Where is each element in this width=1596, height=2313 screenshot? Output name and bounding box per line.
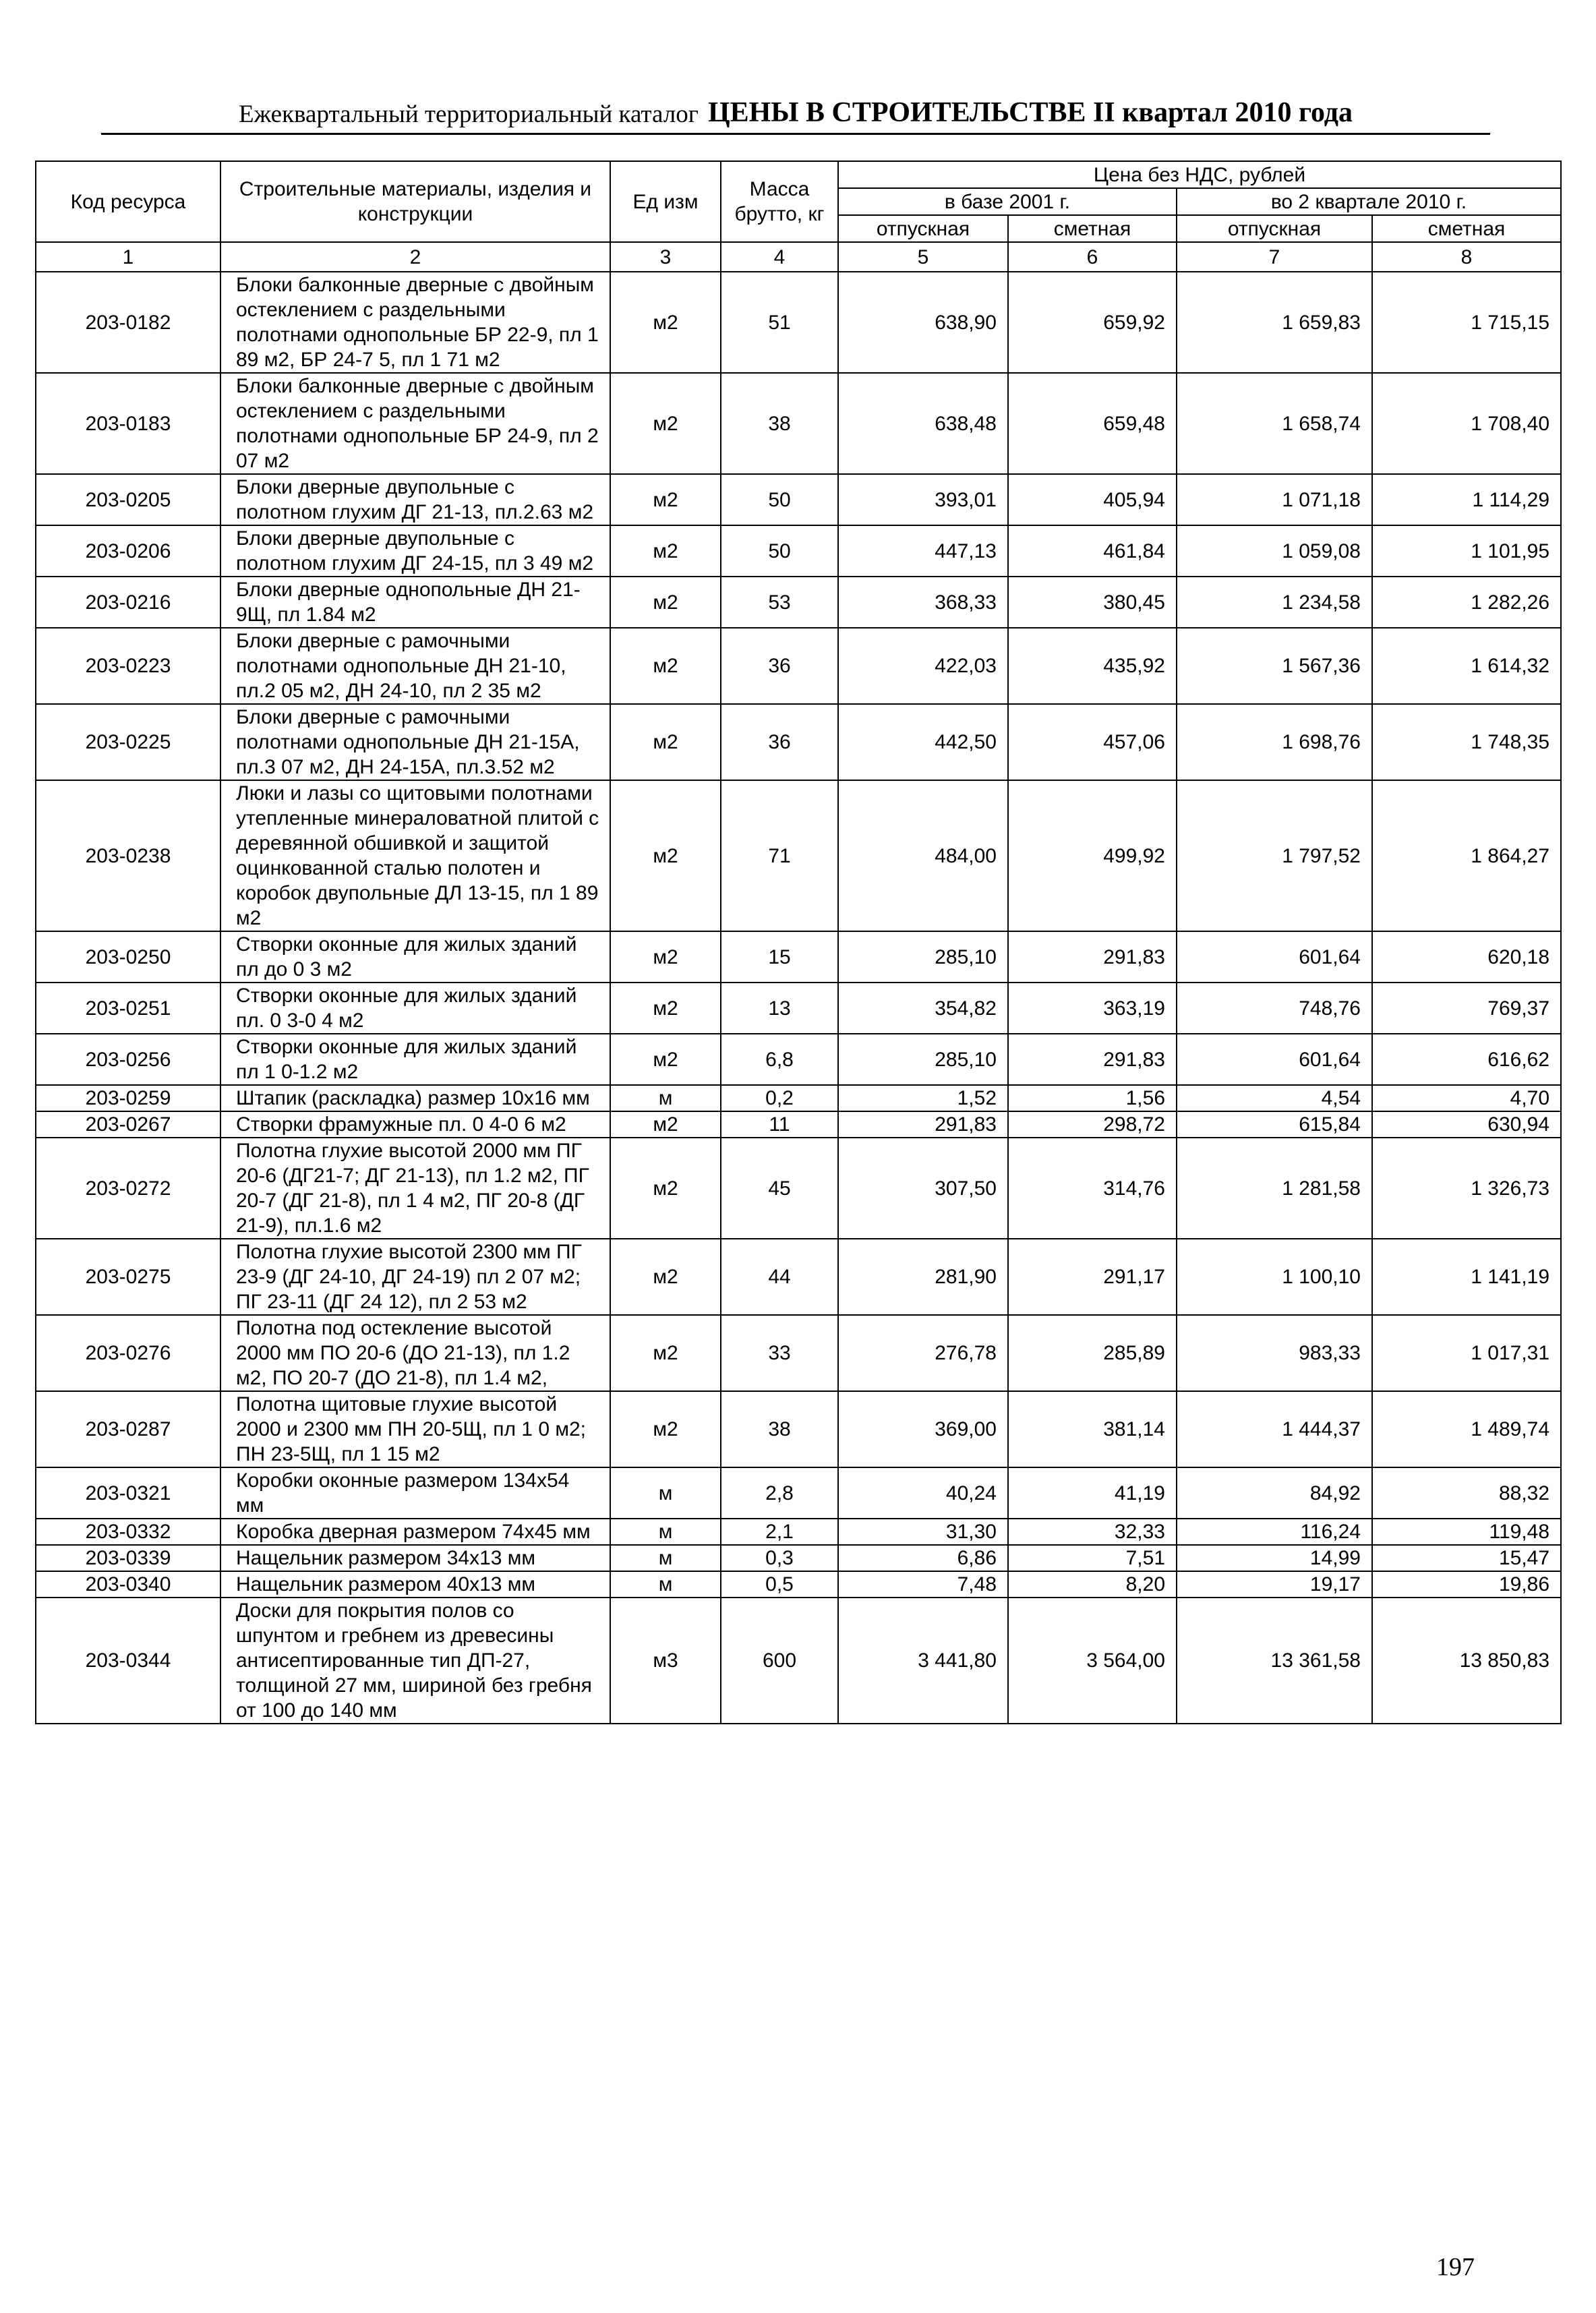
base-estimate-price: 3 564,00 (1008, 1598, 1177, 1724)
base-release-price: 307,50 (838, 1138, 1008, 1239)
unit-cell: м (610, 1467, 721, 1519)
unit-cell: м2 (610, 983, 721, 1034)
material-name: Блоки дверные двупольные с полотном глухим ДГ 24-15, пл 3 49 м2 (220, 525, 610, 577)
table-row (36, 1571, 1561, 1598)
base-release-price: 281,90 (838, 1239, 1008, 1315)
material-name: Полотна глухие высотой 2300 мм ПГ 23-9 (ДГ 24-10, ДГ 24-19) пл 2 07 м2; ПГ 23-11 (ДГ 24 12), пл 2 53 м2 (220, 1239, 610, 1315)
table-row (36, 1138, 1561, 1239)
current-release-price: 1 071,18 (1177, 474, 1372, 525)
table-row (36, 474, 1561, 525)
page-header (101, 94, 1490, 135)
mass-cell: 53 (721, 577, 838, 628)
base-release-price: 31,30 (838, 1519, 1008, 1545)
material-name: Люки и лазы со щитовыми полотнами утепленные минераловатной плитой с деревянной обшивкой и защитой оцинкованной сталью полотен и коробок двупольные ДЛ 13-15, пл 1 89 м2 (220, 780, 610, 931)
mass-cell: 51 (721, 272, 838, 373)
current-release-price: 19,17 (1177, 1571, 1372, 1598)
column-number: 3 (610, 242, 721, 272)
resource-code: 203-0250 (36, 931, 220, 983)
base-release-price: 291,83 (838, 1111, 1008, 1138)
base-release-price: 6,86 (838, 1545, 1008, 1571)
current-estimate-price: 119,48 (1372, 1519, 1561, 1545)
base-estimate-price: 659,92 (1008, 272, 1177, 373)
unit-cell: м2 (610, 474, 721, 525)
unit-cell: м2 (610, 931, 721, 983)
unit-cell: м2 (610, 373, 721, 474)
resource-code: 203-0225 (36, 704, 220, 780)
table-header (36, 161, 1561, 272)
unit-cell: м2 (610, 577, 721, 628)
mass-cell: 13 (721, 983, 838, 1034)
current-estimate-price: 1 326,73 (1372, 1138, 1561, 1239)
material-name: Створки оконные для жилых зданий пл 1 0-1.2 м2 (220, 1034, 610, 1085)
mass-cell: 36 (721, 628, 838, 704)
unit-cell: м (610, 1085, 721, 1111)
current-estimate-price: 1 141,19 (1372, 1239, 1561, 1315)
base-estimate-price: 291,83 (1008, 1034, 1177, 1085)
base-release-price: 442,50 (838, 704, 1008, 780)
current-estimate-price: 1 114,29 (1372, 474, 1561, 525)
base-estimate-price: 8,20 (1008, 1571, 1177, 1598)
current-release-price: 84,92 (1177, 1467, 1372, 1519)
material-name: Створки оконные для жилых зданий пл. 0 3-0 4 м2 (220, 983, 610, 1034)
table-row (36, 628, 1561, 704)
mass-cell: 0,2 (721, 1085, 838, 1111)
base-release-price: 368,33 (838, 577, 1008, 628)
current-estimate-price: 1 715,15 (1372, 272, 1561, 373)
base-estimate-price: 285,89 (1008, 1315, 1177, 1391)
base-release-price: 422,03 (838, 628, 1008, 704)
material-name: Блоки дверные с рамочными полотнами однопольные ДН 21-15А, пл.3 07 м2, ДН 24-15А, пл.3.52 м2 (220, 704, 610, 780)
base-release-price: 638,90 (838, 272, 1008, 373)
resource-code: 203-0276 (36, 1315, 220, 1391)
resource-code: 203-0205 (36, 474, 220, 525)
current-release-price: 983,33 (1177, 1315, 1372, 1391)
current-estimate-price: 1 748,35 (1372, 704, 1561, 780)
unit-cell: м2 (610, 1391, 721, 1467)
price-table (35, 160, 1562, 1724)
base-estimate-price: 380,45 (1008, 577, 1177, 628)
base-estimate-price: 291,17 (1008, 1239, 1177, 1315)
unit-cell: м (610, 1545, 721, 1571)
base-estimate-price: 457,06 (1008, 704, 1177, 780)
table-row (36, 1085, 1561, 1111)
resource-code: 203-0238 (36, 780, 220, 931)
material-name: Нащельник размером 40х13 мм (220, 1571, 610, 1598)
mass-cell: 44 (721, 1239, 838, 1315)
base-release-price: 393,01 (838, 474, 1008, 525)
unit-cell: м (610, 1571, 721, 1598)
header-base-estimate: сметная (1008, 215, 1177, 242)
column-number: 5 (838, 242, 1008, 272)
unit-cell: м2 (610, 1138, 721, 1239)
resource-code: 203-0275 (36, 1239, 220, 1315)
table-row (36, 1467, 1561, 1519)
base-release-price: 285,10 (838, 931, 1008, 983)
material-name: Створки фрамужные пл. 0 4-0 6 м2 (220, 1111, 610, 1138)
current-estimate-price: 15,47 (1372, 1545, 1561, 1571)
base-estimate-price: 363,19 (1008, 983, 1177, 1034)
current-estimate-price: 13 850,83 (1372, 1598, 1561, 1724)
resource-code: 203-0272 (36, 1138, 220, 1239)
current-release-price: 1 281,58 (1177, 1138, 1372, 1239)
material-name: Блоки балконные дверные с двойным остеклением с раздельными полотнами однопольные БР 22-9, пл 1 89 м2, БР 24-7 5, пл 1 71 м2 (220, 272, 610, 373)
material-name: Коробки оконные размером 134х54 мм (220, 1467, 610, 1519)
table-row (36, 1545, 1561, 1571)
current-estimate-price: 616,62 (1372, 1034, 1561, 1085)
table-body (36, 272, 1561, 1724)
current-release-price: 13 361,58 (1177, 1598, 1372, 1724)
resource-code: 203-0344 (36, 1598, 220, 1724)
current-release-price: 1 797,52 (1177, 780, 1372, 931)
header-unit: Ед изм (610, 161, 721, 242)
resource-code: 203-0206 (36, 525, 220, 577)
current-estimate-price: 1 708,40 (1372, 373, 1561, 474)
mass-cell: 0,5 (721, 1571, 838, 1598)
table-row (36, 1519, 1561, 1545)
column-number-row (36, 242, 1561, 272)
mass-cell: 600 (721, 1598, 838, 1724)
table-row (36, 1598, 1561, 1724)
column-number: 4 (721, 242, 838, 272)
current-release-price: 1 100,10 (1177, 1239, 1372, 1315)
column-number: 6 (1008, 242, 1177, 272)
current-estimate-price: 1 864,27 (1372, 780, 1561, 931)
column-number: 1 (36, 242, 220, 272)
table-row (36, 1239, 1561, 1315)
current-release-price: 748,76 (1177, 983, 1372, 1034)
catalog-title: ЦЕНЫ В СТРОИТЕЛЬСТВЕ II квартал 2010 года (707, 97, 1353, 128)
base-release-price: 354,82 (838, 983, 1008, 1034)
resource-code: 203-0223 (36, 628, 220, 704)
base-estimate-price: 499,92 (1008, 780, 1177, 931)
resource-code: 203-0251 (36, 983, 220, 1034)
current-estimate-price: 1 614,32 (1372, 628, 1561, 704)
material-name: Блоки дверные двупольные с полотном глухим ДГ 21-13, пл.2.63 м2 (220, 474, 610, 525)
table-row (36, 983, 1561, 1034)
current-release-price: 116,24 (1177, 1519, 1372, 1545)
resource-code: 203-0182 (36, 272, 220, 373)
header-mass: Масса брутто, кг (721, 161, 838, 242)
resource-code: 203-0256 (36, 1034, 220, 1085)
material-name: Створки оконные для жилых зданий пл до 0 3 м2 (220, 931, 610, 983)
header-price: Цена без НДС, рублей (838, 161, 1561, 188)
header-base-2001: в базе 2001 г. (838, 188, 1177, 215)
base-estimate-price: 314,76 (1008, 1138, 1177, 1239)
current-estimate-price: 769,37 (1372, 983, 1561, 1034)
mass-cell: 33 (721, 1315, 838, 1391)
base-estimate-price: 405,94 (1008, 474, 1177, 525)
base-estimate-price: 659,48 (1008, 373, 1177, 474)
header-code: Код ресурса (36, 161, 220, 242)
table-row (36, 780, 1561, 931)
material-name: Полотна щитовые глухие высотой 2000 и 2300 мм ПН 20-5Щ, пл 1 0 м2; ПН 23-5Щ, пл 1 15 м2 (220, 1391, 610, 1467)
unit-cell: м2 (610, 1111, 721, 1138)
unit-cell: м3 (610, 1598, 721, 1724)
current-release-price: 1 658,74 (1177, 373, 1372, 474)
mass-cell: 71 (721, 780, 838, 931)
table-row (36, 1391, 1561, 1467)
base-estimate-price: 1,56 (1008, 1085, 1177, 1111)
table-row (36, 272, 1561, 373)
mass-cell: 36 (721, 704, 838, 780)
base-estimate-price: 461,84 (1008, 525, 1177, 577)
column-number: 8 (1372, 242, 1561, 272)
unit-cell: м2 (610, 1034, 721, 1085)
material-name: Доски для покрытия полов со шпунтом и гребнем из древесины антисептированные тип ДП-27, толщиной 27 мм, шириной без гребня от 100 до 140 мм (220, 1598, 610, 1724)
header-material: Строительные материалы, изделия и конструкции (220, 161, 610, 242)
current-estimate-price: 620,18 (1372, 931, 1561, 983)
column-number: 7 (1177, 242, 1372, 272)
mass-cell: 50 (721, 525, 838, 577)
current-release-price: 1 567,36 (1177, 628, 1372, 704)
resource-code: 203-0183 (36, 373, 220, 474)
unit-cell: м2 (610, 1315, 721, 1391)
mass-cell: 2,1 (721, 1519, 838, 1545)
base-release-price: 638,48 (838, 373, 1008, 474)
base-release-price: 7,48 (838, 1571, 1008, 1598)
current-estimate-price: 1 489,74 (1372, 1391, 1561, 1467)
header-current-estimate: сметная (1372, 215, 1561, 242)
material-name: Блоки дверные однопольные ДН 21-9Щ, пл 1.84 м2 (220, 577, 610, 628)
current-release-price: 4,54 (1177, 1085, 1372, 1111)
mass-cell: 38 (721, 1391, 838, 1467)
table-row (36, 931, 1561, 983)
base-release-price: 285,10 (838, 1034, 1008, 1085)
material-name: Блоки дверные с рамочными полотнами однопольные ДН 21-10, пл.2 05 м2, ДН 24-10, пл 2 35 м2 (220, 628, 610, 704)
unit-cell: м2 (610, 1239, 721, 1315)
material-name: Штапик (раскладка) размер 10х16 мм (220, 1085, 610, 1111)
table-row (36, 1034, 1561, 1085)
resource-code: 203-0340 (36, 1571, 220, 1598)
header-current-release: отпускная (1177, 215, 1372, 242)
current-estimate-price: 1 282,26 (1372, 577, 1561, 628)
table-row (36, 1315, 1561, 1391)
unit-cell: м2 (610, 272, 721, 373)
catalog-name: Ежеквартальный территориальный каталог (238, 100, 699, 128)
base-estimate-price: 298,72 (1008, 1111, 1177, 1138)
resource-code: 203-0332 (36, 1519, 220, 1545)
resource-code: 203-0216 (36, 577, 220, 628)
material-name: Блоки балконные дверные с двойным остеклением с раздельными полотнами однопольные БР 24-9, пл 2 07 м2 (220, 373, 610, 474)
mass-cell: 15 (721, 931, 838, 983)
current-estimate-price: 4,70 (1372, 1085, 1561, 1111)
table-row (36, 704, 1561, 780)
base-release-price: 1,52 (838, 1085, 1008, 1111)
current-release-price: 1 444,37 (1177, 1391, 1372, 1467)
resource-code: 203-0339 (36, 1545, 220, 1571)
unit-cell: м2 (610, 704, 721, 780)
material-name: Полотна глухие высотой 2000 мм ПГ 20-6 (ДГ21-7; ДГ 21-13), пл 1.2 м2, ПГ 20-7 (ДГ 21-8), пл 1 4 м2, ПГ 20-8 (ДГ 21-9), пл.1.6 м2 (220, 1138, 610, 1239)
resource-code: 203-0259 (36, 1085, 220, 1111)
base-estimate-price: 7,51 (1008, 1545, 1177, 1571)
header-current-2010: во 2 квартале 2010 г. (1177, 188, 1561, 215)
unit-cell: м2 (610, 525, 721, 577)
base-release-price: 447,13 (838, 525, 1008, 577)
current-estimate-price: 19,86 (1372, 1571, 1561, 1598)
mass-cell: 11 (721, 1111, 838, 1138)
current-release-price: 1 234,58 (1177, 577, 1372, 628)
resource-code: 203-0321 (36, 1467, 220, 1519)
page-number: 197 (1436, 2253, 1475, 2281)
material-name: Коробка дверная размером 74х45 мм (220, 1519, 610, 1545)
mass-cell: 38 (721, 373, 838, 474)
mass-cell: 6,8 (721, 1034, 838, 1085)
base-release-price: 369,00 (838, 1391, 1008, 1467)
base-estimate-price: 41,19 (1008, 1467, 1177, 1519)
current-estimate-price: 1 017,31 (1372, 1315, 1561, 1391)
base-estimate-price: 291,83 (1008, 931, 1177, 983)
base-release-price: 40,24 (838, 1467, 1008, 1519)
header-base-release: отпускная (838, 215, 1008, 242)
base-estimate-price: 435,92 (1008, 628, 1177, 704)
unit-cell: м2 (610, 628, 721, 704)
table-row (36, 373, 1561, 474)
base-estimate-price: 32,33 (1008, 1519, 1177, 1545)
current-estimate-price: 1 101,95 (1372, 525, 1561, 577)
mass-cell: 50 (721, 474, 838, 525)
current-release-price: 1 059,08 (1177, 525, 1372, 577)
base-estimate-price: 381,14 (1008, 1391, 1177, 1467)
mass-cell: 45 (721, 1138, 838, 1239)
mass-cell: 0,3 (721, 1545, 838, 1571)
current-release-price: 14,99 (1177, 1545, 1372, 1571)
unit-cell: м2 (610, 780, 721, 931)
base-release-price: 3 441,80 (838, 1598, 1008, 1724)
current-estimate-price: 88,32 (1372, 1467, 1561, 1519)
base-release-price: 276,78 (838, 1315, 1008, 1391)
material-name: Нащельник размером 34х13 мм (220, 1545, 610, 1571)
current-release-price: 1 659,83 (1177, 272, 1372, 373)
resource-code: 203-0267 (36, 1111, 220, 1138)
table-row (36, 577, 1561, 628)
column-number: 2 (220, 242, 610, 272)
mass-cell: 2,8 (721, 1467, 838, 1519)
material-name: Полотна под остекление высотой 2000 мм ПО 20-6 (ДО 21-13), пл 1.2 м2, ПО 20-7 (ДО 21-8), пл 1.4 м2, (220, 1315, 610, 1391)
current-release-price: 601,64 (1177, 1034, 1372, 1085)
current-estimate-price: 630,94 (1372, 1111, 1561, 1138)
table-row (36, 1111, 1561, 1138)
unit-cell: м (610, 1519, 721, 1545)
resource-code: 203-0287 (36, 1391, 220, 1467)
base-release-price: 484,00 (838, 780, 1008, 931)
current-release-price: 601,64 (1177, 931, 1372, 983)
current-release-price: 615,84 (1177, 1111, 1372, 1138)
current-release-price: 1 698,76 (1177, 704, 1372, 780)
table-row (36, 525, 1561, 577)
